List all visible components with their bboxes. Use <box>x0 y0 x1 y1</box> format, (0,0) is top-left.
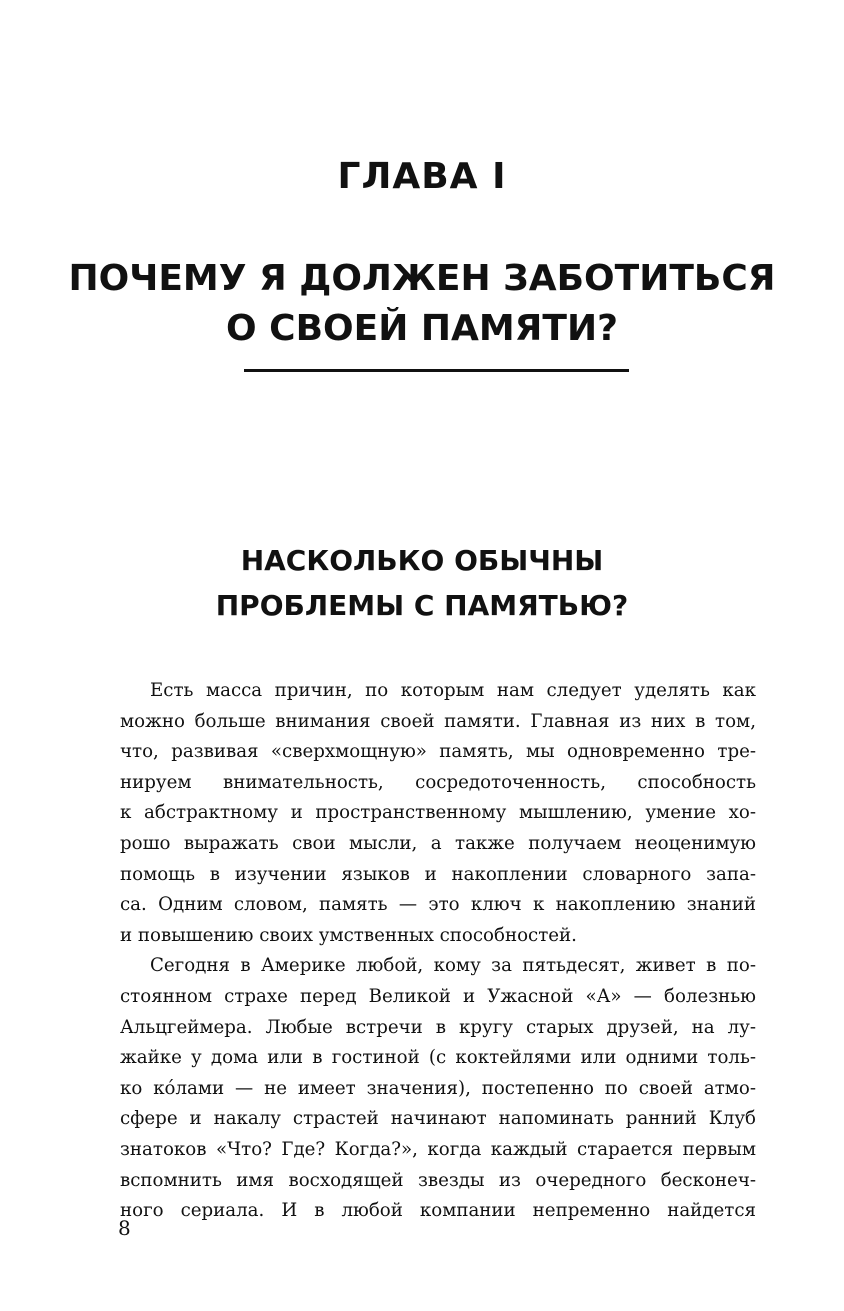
text-line: что, развивая «сверхмощную» память, мы одновременно тре- <box>120 741 756 763</box>
chapter-title <box>0 254 844 354</box>
paragraph <box>120 951 756 1226</box>
text-line: можно больше внимания своей памяти. Главная из них в том, <box>120 710 756 732</box>
text-line: знатоков «Что? Где? Когда?», когда каждый старается первым <box>120 1138 756 1160</box>
text-line: и повышению своих умственных способностей. <box>120 924 577 946</box>
section-title-line: ПРОБЛЕМЫ С ПАМЯТЬЮ? <box>215 589 629 622</box>
text-line: Альцгеймера. Любые встречи в кругу старых друзей, на лу- <box>120 1016 756 1038</box>
text-line: вспомнить имя восходящей звезды из очередного бесконеч- <box>120 1169 756 1191</box>
chapter-title-line: ПОЧЕМУ Я ДОЛЖЕН ЗАБОТИТЬСЯ <box>68 258 776 299</box>
text-line: са. Одним словом, память — это ключ к накоплению знаний <box>120 894 756 916</box>
title-divider <box>244 369 629 372</box>
section-title-line: НАСКОЛЬКО ОБЫЧНЫ <box>240 544 604 577</box>
section-title <box>0 538 844 628</box>
text-line: Есть масса причин, по которым нам следует уделять как <box>150 680 756 701</box>
text-line: помощь в изучении языков и накоплении словарного запа- <box>120 863 756 885</box>
chapter-label: ГЛАВА I <box>337 156 507 197</box>
text-line: ко ко́лами — не имеет значения), постепенно по своей атмо- <box>120 1077 756 1099</box>
text-line: жайке у дома или в гостиной (с коктейлями или одними толь- <box>120 1047 756 1069</box>
text-line: нируем внимательность, сосредоточенность, способность <box>120 771 756 793</box>
text-line: стоянном страхе перед Великой и Ужасной «А» — болезнью <box>120 985 756 1007</box>
paragraph <box>120 676 756 951</box>
text-line: к абстрактному и пространственному мышлению, умение хо- <box>120 802 756 824</box>
text-line: рошо выражать свои мысли, а также получаем неоценимую <box>120 832 756 854</box>
chapter-title-line: О СВОЕЙ ПАМЯТИ? <box>226 308 618 349</box>
text-line: сфере и накалу страстей начинают напоминать ранний Клуб <box>120 1108 756 1130</box>
body-text <box>120 676 756 1227</box>
page-number: 8 <box>118 1216 131 1240</box>
text-line: Сегодня в Америке любой, кому за пятьдесят, живет в по- <box>150 955 756 977</box>
text-line: ного сериала. И в любой компании непременно найдется <box>120 1200 756 1222</box>
